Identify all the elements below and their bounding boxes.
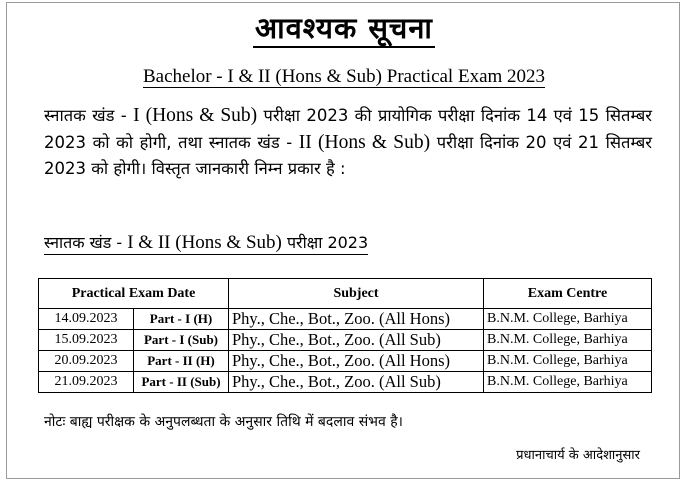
row-part: Part - I (Sub) xyxy=(134,330,229,351)
notice-subtitle-wrap xyxy=(0,66,688,88)
header-exam-centre: Exam Centre xyxy=(484,279,652,309)
notice-title-wrap xyxy=(0,8,688,47)
table-row xyxy=(39,309,652,330)
row-date: 20.09.2023 xyxy=(39,351,134,372)
row-centre: B.N.M. College, Barhiya xyxy=(484,351,652,372)
notice-note: नोटः बाह्य परीक्षक के अनुपलब्धता के अनुसार तिथि में बदलाव संभव है। xyxy=(44,414,403,430)
row-centre: B.N.M. College, Barhiya xyxy=(484,330,652,351)
row-part: Part - II (H) xyxy=(134,351,229,372)
section-heading-mid: I & II (Hons & Sub) xyxy=(127,232,282,253)
row-part: Part - I (H) xyxy=(134,309,229,330)
notice-signature: प्रधानाचार्य के आदेशानुसार xyxy=(516,448,640,463)
paragraph-segment: II (Hons & Sub) xyxy=(298,131,431,153)
row-part: Part - II (Sub) xyxy=(134,372,229,393)
table-header-row xyxy=(39,279,652,309)
row-centre: B.N.M. College, Barhiya xyxy=(484,309,652,330)
row-subject: Phy., Che., Bot., Zoo. (All Hons) xyxy=(229,309,484,330)
header-exam-date: Practical Exam Date xyxy=(39,279,229,309)
paragraph-segment: परीक्षा दिनांक 20 एवं 21 सितम्बर 2023 को होगी। विस्तृत जानकारी निम्न प्रकार है : xyxy=(44,132,652,178)
exam-schedule-table xyxy=(38,278,652,393)
notice-subtitle: Bachelor - I & II (Hons & Sub) Practical Exam 2023 xyxy=(142,66,546,87)
section-heading xyxy=(44,232,368,255)
notice-title: आवश्यक सूचना xyxy=(253,11,435,48)
paragraph-segment: परीक्षा 2023 की प्रायोगिक परीक्षा दिनांक 14 एवं 15 सितम्बर 2023 को को होगी, तथा स्नातक खंड - xyxy=(44,106,652,152)
section-heading-post: परीक्षा 2023 xyxy=(281,233,369,252)
row-date: 14.09.2023 xyxy=(39,309,134,330)
table-row xyxy=(39,330,652,351)
row-subject: Phy., Che., Bot., Zoo. (All Sub) xyxy=(229,372,484,393)
row-date: 15.09.2023 xyxy=(39,330,134,351)
table-row xyxy=(39,351,652,372)
paragraph-segment: स्नातक खंड - xyxy=(44,106,134,125)
header-subject: Subject xyxy=(229,279,484,309)
row-subject: Phy., Che., Bot., Zoo. (All Sub) xyxy=(229,330,484,351)
paragraph-segment: I (Hons & Sub) xyxy=(133,105,258,126)
row-date: 21.09.2023 xyxy=(39,372,134,393)
row-subject: Phy., Che., Bot., Zoo. (All Hons) xyxy=(229,351,484,372)
row-centre: B.N.M. College, Barhiya xyxy=(484,372,652,393)
notice-paragraph xyxy=(44,103,652,183)
table-row xyxy=(39,372,652,393)
section-heading-pre: स्नातक खंड - xyxy=(44,233,128,252)
